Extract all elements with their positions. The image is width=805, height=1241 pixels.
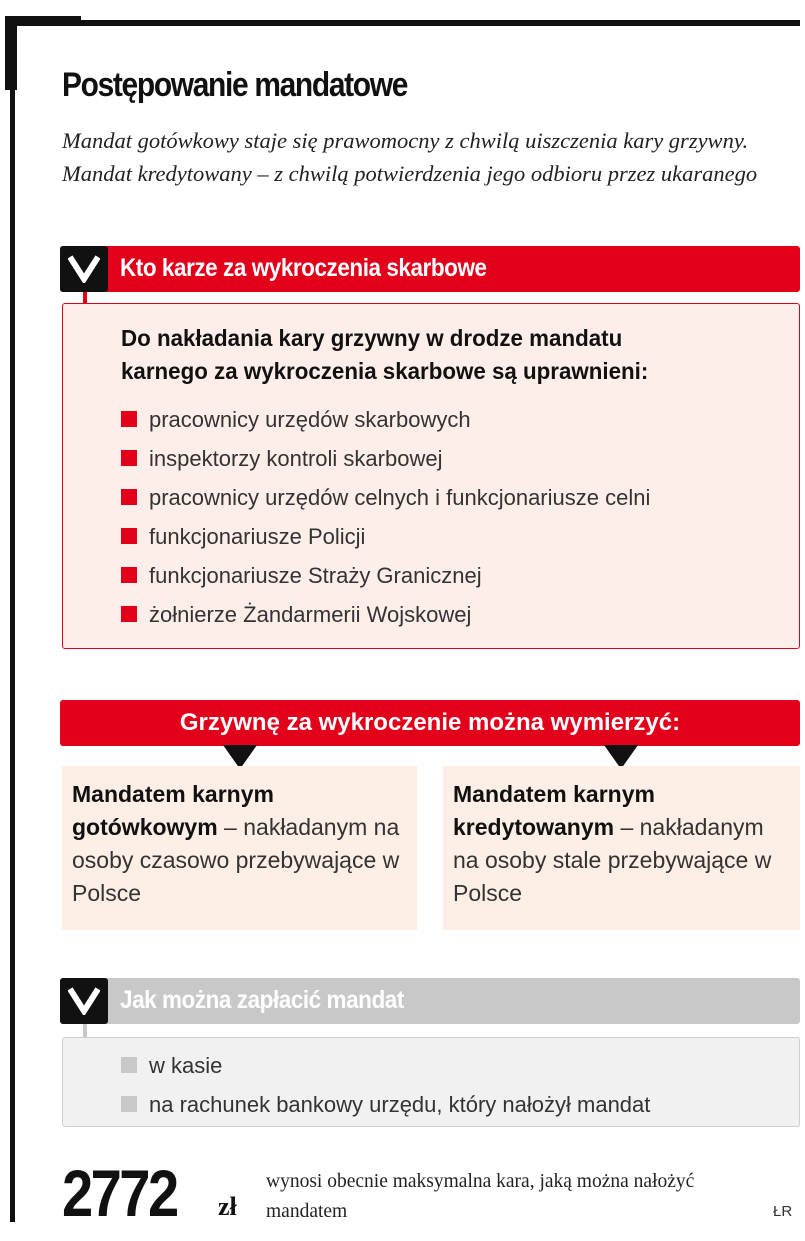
max-fine-description: wynosi obecnie maksymalna kara, jaką można nałożyć mandatem xyxy=(266,1171,695,1222)
list-item: funkcjonariusze Straży Granicznej xyxy=(121,556,650,595)
section1-heading: Do nakładania kary grzywny w drodze mandatu karnego za wykroczenia skarbowe są uprawnieni: xyxy=(121,325,649,384)
section1-header xyxy=(60,246,800,292)
currency-unit: zł xyxy=(218,1192,237,1221)
list-item: w kasie xyxy=(121,1046,650,1085)
page-title: Postępowanie mandatowe xyxy=(62,66,408,104)
frame-top-rule xyxy=(5,20,800,26)
payment-list xyxy=(121,1046,650,1124)
bullet-icon xyxy=(121,411,137,427)
author-credit: ŁR xyxy=(773,1203,793,1220)
list-item: pracownicy urzędów celnych i funkcjonariusze celni xyxy=(121,478,650,517)
list-item: pracownicy urzędów skarbowych xyxy=(121,400,650,439)
list-item: inspektorzy kontroli skarbowej xyxy=(121,439,650,478)
bullet-icon xyxy=(121,1096,137,1112)
frame-left-rule xyxy=(10,20,15,1222)
section3-title: Jak można zapłacić mandat xyxy=(120,986,404,1014)
bullet-icon xyxy=(121,606,137,622)
section2-header: Grzywnę za wykroczenie można wymierzyć: xyxy=(60,700,800,746)
cash-ticket-box: Mandatem karnym gotówkowym – nakładanym na osoby czasowo przebywające w Polsce xyxy=(62,766,417,930)
bullet-icon xyxy=(121,528,137,544)
list-item: na rachunek bankowy urzędu, który nałożył mandat xyxy=(121,1085,650,1124)
chevron-down-icon xyxy=(60,246,108,292)
list-item: funkcjonariusze Policji xyxy=(121,517,650,556)
chevron-down-icon xyxy=(60,978,108,1024)
section3-header xyxy=(60,978,800,1024)
max-fine-amount: 2772 xyxy=(62,1156,177,1230)
bullet-icon xyxy=(121,489,137,505)
section3-box xyxy=(62,1037,800,1127)
list-item: żołnierze Żandarmerii Wojskowej xyxy=(121,595,650,634)
section1-box xyxy=(62,303,800,649)
credit-ticket-box: Mandatem karnym kredytowanym – nakładanym na osoby stale przebywające w Polsce xyxy=(443,766,800,930)
bullet-icon xyxy=(121,1057,137,1073)
section1-title: Kto karze za wykroczenia skarbowe xyxy=(120,254,487,282)
authority-list xyxy=(121,400,650,634)
bullet-icon xyxy=(121,450,137,466)
connector xyxy=(83,1024,87,1038)
bullet-icon xyxy=(121,567,137,583)
lead-text: Mandat gotówkowy staje się prawomocny z chwilą uiszczenia kary grzywny. Mandat kredytowany – z chwilą potwierdzenia jego odbioru przez ukaranego xyxy=(62,128,758,186)
